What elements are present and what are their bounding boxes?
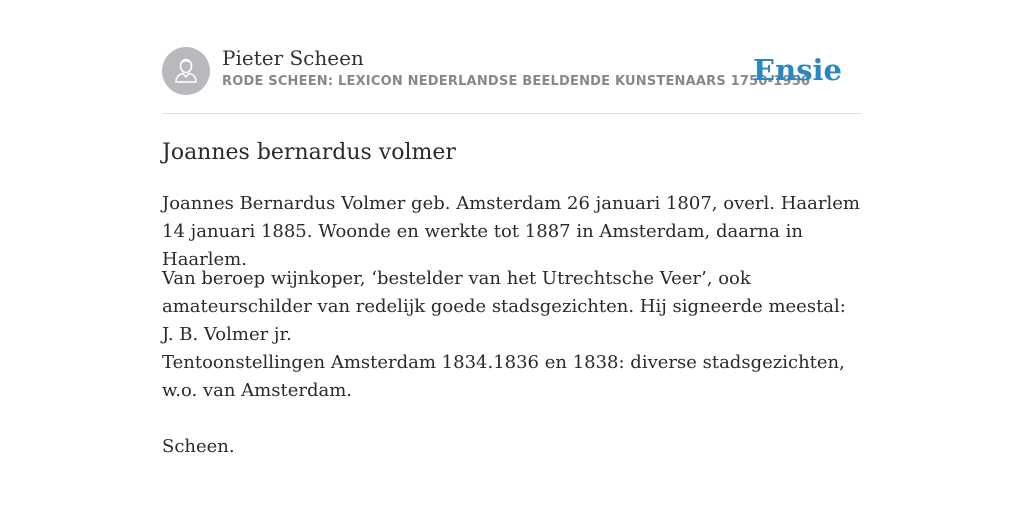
header-divider: [162, 113, 862, 114]
article-paragraph: Van beroep wijnkoper, ‘bestelder van het Utrechtsche Veer’, ook amateurschilder van redelijk goede stadsgezichten. Hij signeerde meestal: J. B. Volmer jr.: [162, 268, 846, 345]
article-paragraph: Joannes Bernardus Volmer geb. Amsterdam 26 januari 1807, overl. Haarlem 14 januari 1885. Woonde en werkte tot 1887 in Amsterdam, daarna in Haarlem.: [162, 193, 860, 270]
article-paragraph: Tentoonstellingen Amsterdam 1834.1836 en 1838: diverse stadsgezichten, w.o. van Amsterdam.: [162, 352, 845, 401]
author-name[interactable]: Pieter Scheen: [222, 46, 364, 70]
source-title[interactable]: RODE SCHEEN: LEXICON NEDERLANDSE BEELDENDE KUNSTENAARS 1750-1950: [222, 74, 811, 89]
article-title: Joannes bernardus volmer: [162, 140, 456, 165]
user-icon: [162, 47, 210, 95]
article-signature: Scheen.: [162, 436, 235, 457]
brand-logo[interactable]: Ensie: [753, 53, 842, 87]
avatar[interactable]: [162, 47, 210, 95]
article-header: [162, 46, 862, 96]
